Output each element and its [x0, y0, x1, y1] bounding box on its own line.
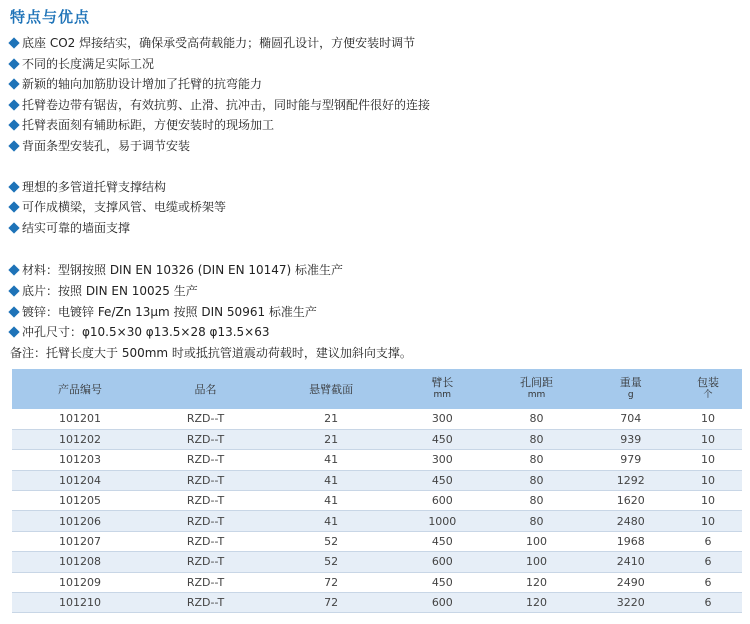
- col-header-weight: 重量 g: [619, 376, 642, 400]
- diamond-bullet-icon: [8, 99, 19, 110]
- table-cell: 101208: [12, 552, 148, 572]
- table-body: [12, 409, 742, 613]
- table-cell: RZD--T: [148, 491, 263, 511]
- table-cell: 10: [674, 511, 742, 531]
- diamond-bullet-icon: [8, 222, 19, 233]
- table-cell: 300: [399, 409, 486, 429]
- table-cell: 2490: [588, 572, 675, 592]
- table-cell: 939: [588, 429, 675, 449]
- table-cell: 80: [486, 450, 588, 470]
- table-cell: 450: [399, 572, 486, 592]
- table-cell: 10: [674, 450, 742, 470]
- table-cell: 41: [263, 491, 399, 511]
- application-item: 结实可靠的墙面支撑: [8, 218, 738, 239]
- table-cell: RZD--T: [148, 552, 263, 572]
- table-cell: 52: [263, 531, 399, 551]
- table-row: [12, 470, 742, 490]
- table-cell: 10: [674, 491, 742, 511]
- table-cell: 704: [588, 409, 675, 429]
- table-cell: 10: [674, 409, 742, 429]
- table-cell: 41: [263, 450, 399, 470]
- feature-item: 新颖的轴向加筋肋设计增加了托臂的抗弯能力: [8, 74, 738, 95]
- table-cell: 101210: [12, 593, 148, 613]
- application-item: 可作成横梁，支撑风管、电缆或桥架等: [8, 197, 738, 218]
- feature-item: 不同的长度满足实际工况: [8, 54, 738, 75]
- col-header-length: 臂长 mm: [431, 376, 454, 400]
- section-title: 特点与优点: [10, 8, 91, 26]
- table-cell: RZD--T: [148, 429, 263, 449]
- table-row: [12, 429, 742, 449]
- table-cell: 21: [263, 429, 399, 449]
- table-cell: 72: [263, 593, 399, 613]
- table-cell: RZD--T: [148, 409, 263, 429]
- table-cell: 120: [486, 593, 588, 613]
- table-row: [12, 531, 742, 551]
- table-cell: 450: [399, 531, 486, 551]
- spec-item: 材料：型钢按照 DIN EN 10326 (DIN EN 10147) 标准生产: [8, 260, 738, 281]
- diamond-bullet-icon: [8, 265, 19, 276]
- table-cell: 101206: [12, 511, 148, 531]
- table-cell: 979: [588, 450, 675, 470]
- table-cell: 600: [399, 593, 486, 613]
- table-cell: 101209: [12, 572, 148, 592]
- spec-item: 镀锌：电镀锌 Fe/Zn 13μm 按照 DIN 50961 标准生产: [8, 302, 738, 323]
- table-cell: 100: [486, 531, 588, 551]
- table-cell: 101201: [12, 409, 148, 429]
- table-cell: 100: [486, 552, 588, 572]
- spec-item: 底片：按照 DIN EN 10025 生产: [8, 281, 738, 302]
- table-cell: RZD--T: [148, 511, 263, 531]
- table-cell: 80: [486, 429, 588, 449]
- table-row: [12, 593, 742, 613]
- table-cell: 120: [486, 572, 588, 592]
- table-cell: 1292: [588, 470, 675, 490]
- table-cell: RZD--T: [148, 531, 263, 551]
- table-row: [12, 450, 742, 470]
- table-cell: 41: [263, 470, 399, 490]
- table-cell: 101205: [12, 491, 148, 511]
- table-cell: 300: [399, 450, 486, 470]
- feature-item: 底座 CO2 焊接结实，确保承受高荷载能力；椭圆孔设计，方便安装时调节: [8, 33, 738, 54]
- spec-item: 冲孔尺寸：φ10.5×30 φ13.5×28 φ13.5×63: [8, 322, 738, 343]
- table-cell: 450: [399, 429, 486, 449]
- table-cell: 6: [674, 531, 742, 551]
- application-item: 理想的多管道托臂支撑结构: [8, 177, 738, 198]
- table-cell: 6: [674, 552, 742, 572]
- table-cell: 72: [263, 572, 399, 592]
- table-cell: 21: [263, 409, 399, 429]
- diamond-bullet-icon: [8, 306, 19, 317]
- table-cell: RZD--T: [148, 593, 263, 613]
- col-header-hole-spacing: 孔间距 mm: [520, 376, 554, 400]
- table-cell: 101204: [12, 470, 148, 490]
- diamond-bullet-icon: [8, 181, 19, 192]
- table-cell: 52: [263, 552, 399, 572]
- table-cell: 101203: [12, 450, 148, 470]
- table-cell: 80: [486, 409, 588, 429]
- diamond-bullet-icon: [8, 120, 19, 131]
- table-cell: 101202: [12, 429, 148, 449]
- table-row: [12, 552, 742, 572]
- feature-item: 托臂表面刻有辅助标距，方便安装时的现场加工: [8, 115, 738, 136]
- table-row: [12, 491, 742, 511]
- table-cell: 2410: [588, 552, 675, 572]
- table-cell: 1000: [399, 511, 486, 531]
- feature-item: 托臂卷边带有锯齿，有效抗剪、止滑、抗冲击，同时能与型钢配件很好的连接: [8, 95, 738, 116]
- table-cell: 1620: [588, 491, 675, 511]
- spacer: [8, 157, 738, 177]
- col-header-section: 悬臂截面: [309, 382, 354, 396]
- table-cell: 41: [263, 511, 399, 531]
- table-cell: 450: [399, 470, 486, 490]
- table-row: [12, 511, 742, 531]
- feature-list: [8, 33, 738, 363]
- table-row: [12, 409, 742, 429]
- table-cell: 80: [486, 470, 588, 490]
- diamond-bullet-icon: [8, 37, 19, 48]
- table-cell: 2480: [588, 511, 675, 531]
- spacer: [8, 238, 738, 260]
- table-cell: 10: [674, 429, 742, 449]
- table-cell: 6: [674, 572, 742, 592]
- table-cell: 80: [486, 491, 588, 511]
- diamond-bullet-icon: [8, 326, 19, 337]
- diamond-bullet-icon: [8, 201, 19, 212]
- diamond-bullet-icon: [8, 58, 19, 69]
- table-cell: RZD--T: [148, 470, 263, 490]
- table-cell: RZD--T: [148, 450, 263, 470]
- diamond-bullet-icon: [8, 285, 19, 296]
- table-cell: 80: [486, 511, 588, 531]
- table-header-row: [12, 369, 742, 409]
- feature-item: 背面条型安装孔，易于调节安装: [8, 136, 738, 157]
- product-table: [12, 369, 742, 613]
- diamond-bullet-icon: [8, 140, 19, 151]
- diamond-bullet-icon: [8, 79, 19, 90]
- table-cell: 6: [674, 593, 742, 613]
- table-row: [12, 572, 742, 592]
- col-header-code: 产品编号: [57, 382, 102, 396]
- remark-note: 备注：托臂长度大于 500mm 时或抵抗管道震动荷载时，建议加斜向支撑。: [10, 345, 412, 360]
- table-cell: 3220: [588, 593, 675, 613]
- table-cell: 600: [399, 552, 486, 572]
- table-cell: 10: [674, 470, 742, 490]
- table-cell: 101207: [12, 531, 148, 551]
- table-cell: 1968: [588, 531, 675, 551]
- table-cell: 600: [399, 491, 486, 511]
- col-header-pack: 包装 个: [697, 376, 719, 400]
- col-header-name: 品名: [194, 382, 217, 396]
- table-cell: RZD--T: [148, 572, 263, 592]
